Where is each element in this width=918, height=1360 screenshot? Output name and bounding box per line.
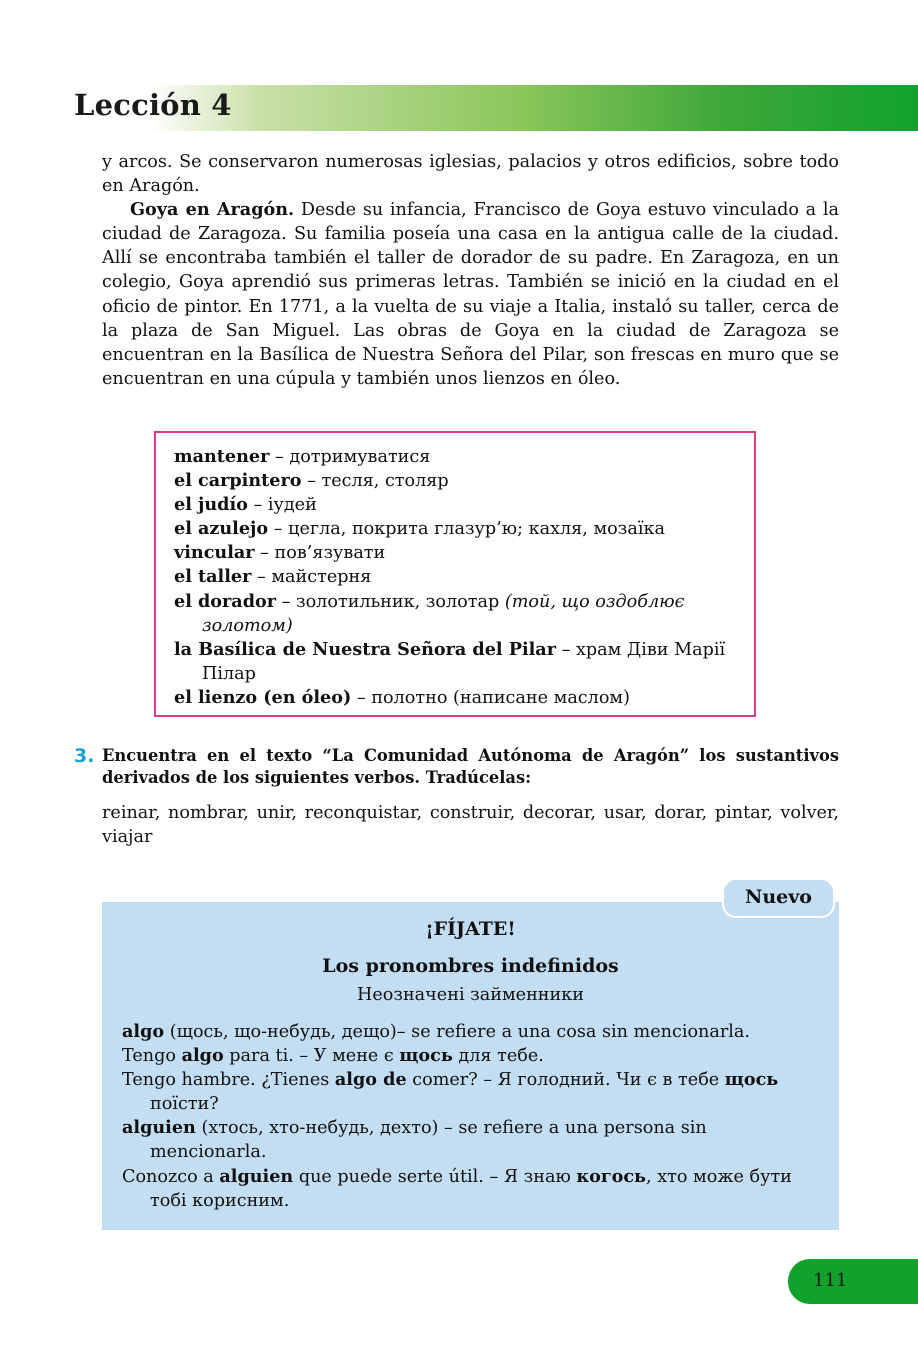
- vocab-entry: [174, 469, 738, 493]
- keyword: algo: [122, 1021, 165, 1042]
- line-text: que puede serte útil. – Я знаю: [293, 1166, 577, 1187]
- paragraph-2-text: Desde su infancia, Francisco de Goya estuvo vinculado a la ciudad de Zaragoza. Su familia poseía una casa en la antigua calle de la ciudad. Allí se encontraba también el taller de dorador de su padre. En Zaragoza, en un colegio, Goya aprendió sus primeras letras. También se inició en la ciudad en el oficio de pintor. En 1771, a la vuelta de su viaje a Italia, instaló su taller, cerca de la plaza de San Miguel. Las obras de Goya en la ciudad de Zaragoza se encuentran en la Basílica de Nuestra Señora del Pilar, son frescas en muro que se encuentran en una cúpula y también unos lienzos en óleo.: [102, 200, 839, 389]
- vocab-translation: – тесля, столяр: [301, 471, 449, 492]
- keyword: alguien: [219, 1165, 294, 1187]
- vocab-term: vincular: [174, 542, 255, 564]
- grammar-examples: [122, 1020, 822, 1213]
- exercise-instruction: Encuentra en el texto “La Comunidad Autónoma de Aragón” los sustantivos derivados de los siguientes verbos. Tradúcelas:: [102, 746, 839, 787]
- line-text: , хто може бути тобі корисним.: [150, 1166, 792, 1211]
- keyword: когось: [576, 1165, 647, 1187]
- vocab-term: el dorador: [174, 590, 277, 612]
- page-number: 111: [813, 1270, 848, 1291]
- vocab-entry: [174, 565, 738, 589]
- vocab-translation: – храм Діви Марії Пілар: [202, 639, 726, 684]
- keyword: algo: [181, 1045, 224, 1067]
- keyword: щось: [399, 1045, 453, 1067]
- vocab-term: el lienzo (en óleo): [174, 686, 352, 708]
- line-text: comer? – Я голодний. Чи є в тебе: [406, 1070, 725, 1091]
- lesson-title: Lección 4: [74, 88, 232, 122]
- vocab-term: el carpintero: [174, 470, 302, 492]
- reading-text: [102, 150, 839, 391]
- line-text: (хтось, хто-небудь, дехто) – se refiere a una persona sin mencionarla.: [150, 1118, 707, 1163]
- vocab-translation: – пов’язувати: [254, 543, 386, 564]
- grammar-line: [122, 1116, 822, 1164]
- vocab-entry: [174, 517, 738, 541]
- vocab-term: mantener: [174, 446, 270, 467]
- paragraph-2: [102, 198, 839, 391]
- new-tag: Nuevo: [722, 878, 835, 918]
- line-text: Conozco a: [122, 1166, 220, 1187]
- keyword: щось: [724, 1069, 779, 1091]
- vocab-translation: – дотримуватися: [269, 447, 431, 467]
- line-text: Tengo: [122, 1046, 182, 1067]
- vocab-translation: – цегла, покрита глазур’ю; кахля, мозаїка: [268, 519, 665, 540]
- line-text: поїсти?: [150, 1094, 219, 1115]
- line-text: для тебе.: [452, 1046, 544, 1067]
- keyword: algo de: [334, 1069, 407, 1091]
- paragraph-1: y arcos. Se conservaron numerosas iglesias, palacios y otros edificios, sobre todo en Aragón.: [102, 152, 839, 197]
- vocab-term: el taller: [174, 566, 252, 588]
- line-text: Tengo hambre. ¿Tienes: [122, 1070, 335, 1091]
- vocab-term: el judío: [174, 494, 248, 516]
- line-text: (щось, що-небудь, дещо)– se refiere a una cosa sin mencionarla.: [164, 1022, 750, 1042]
- page-number-tab: [788, 1259, 918, 1304]
- vocabulary-box: [154, 431, 756, 717]
- vocab-term: la Basílica de Nuestra Señora del Pilar: [174, 638, 556, 660]
- keyword: alguien: [122, 1117, 196, 1139]
- vocab-translation: – золотильник, золотар: [276, 591, 505, 612]
- vocab-entry: [174, 590, 738, 638]
- grammar-line: [122, 1020, 822, 1044]
- grammar-line: [122, 1044, 822, 1068]
- vocab-entry: [174, 541, 738, 565]
- grammar-subheading: Неозначені займенники: [357, 985, 584, 1005]
- exercise-number: 3.: [74, 745, 95, 767]
- vocab-translation: – полотно (написане маслом): [351, 687, 630, 708]
- paragraph-2-heading: Goya en Aragón.: [130, 199, 295, 221]
- grammar-line: [122, 1068, 822, 1116]
- line-text: para ti. – У мене є: [223, 1046, 400, 1067]
- vocab-entry: [174, 638, 738, 686]
- vocab-entry: [174, 493, 738, 517]
- vocab-translation: – майстерня: [251, 567, 372, 588]
- grammar-box-title: ¡FÍJATE!: [425, 918, 516, 940]
- grammar-line: [122, 1165, 822, 1213]
- vocab-term: el azulejo: [174, 518, 269, 540]
- vocab-note: (той, що оздоблює золотом): [202, 591, 685, 636]
- grammar-heading: Los pronombres indefinidos: [322, 955, 619, 977]
- exercise-word-list: reinar, nombrar, unir, reconquistar, construir, decorar, usar, dorar, pintar, volver, viajar: [102, 803, 839, 848]
- vocab-translation: – іудей: [247, 495, 317, 516]
- vocab-entry: [174, 686, 738, 710]
- vocab-entry: [174, 445, 738, 469]
